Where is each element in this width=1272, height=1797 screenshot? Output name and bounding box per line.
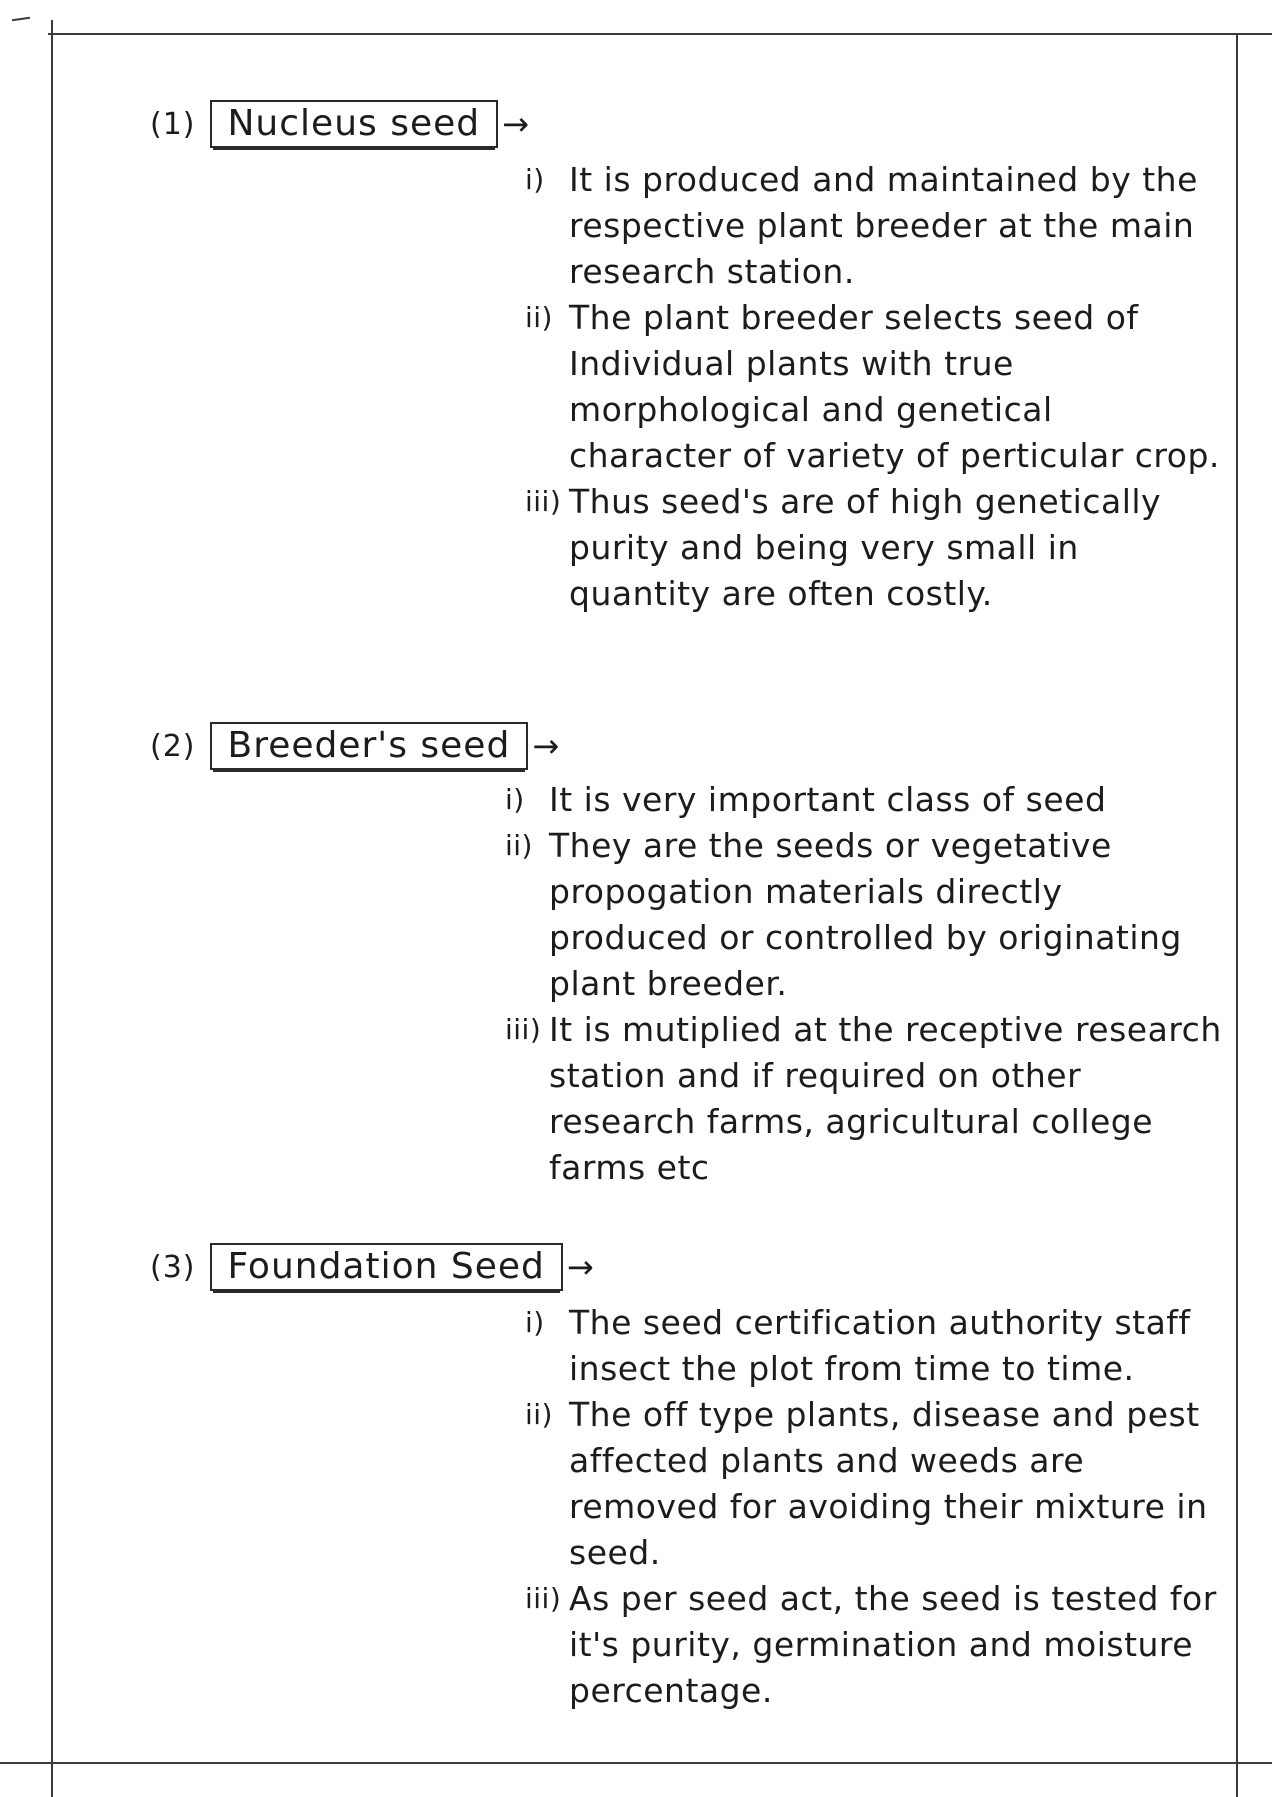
section-points-foundation-seed — [525, 1300, 1225, 1714]
item-marker: i) — [525, 163, 545, 196]
list-item — [525, 1300, 1225, 1392]
list-item — [505, 1007, 1225, 1191]
section-heading-breeders-seed — [150, 722, 560, 770]
right-margin-line — [1236, 33, 1238, 1797]
section-title: Foundation Seed — [210, 1243, 563, 1291]
list-item — [505, 777, 1225, 823]
bottom-margin-line — [0, 1762, 1272, 1764]
list-item — [525, 157, 1225, 295]
list-item — [525, 1576, 1225, 1714]
item-text: The off type plants, disease and pest affected plants and weeds are removed for avoiding their mixture in seed. — [569, 1395, 1208, 1572]
item-text: It is very important class of seed — [549, 780, 1107, 819]
item-text: It is mutiplied at the receptive research station and if required on other research farms, agricultural college farms etc — [549, 1010, 1222, 1187]
section-number: (2) — [150, 728, 196, 764]
arrow-icon: → — [566, 1248, 595, 1286]
section-points-nucleus-seed — [525, 157, 1225, 617]
section-number: (3) — [150, 1249, 196, 1285]
item-text: The seed certification authority staff insect the plot from time to time. — [569, 1303, 1191, 1388]
item-marker: ii) — [505, 829, 533, 862]
top-margin-line — [48, 33, 1272, 35]
list-item — [525, 295, 1225, 479]
item-text: Thus seed's are of high genetically purity and being very small in quantity are often costly. — [569, 482, 1162, 613]
item-text: They are the seeds or vegetative propogation materials directly produced or controlled by originating plant breeder. — [549, 826, 1182, 1003]
arrow-icon: → — [502, 105, 530, 143]
section-title: Breeder's seed — [210, 722, 529, 770]
item-marker: i) — [505, 783, 525, 816]
left-margin-line — [51, 20, 53, 1797]
item-marker: iii) — [525, 485, 562, 518]
item-text: It is produced and maintained by the respective plant breeder at the main research station. — [569, 160, 1198, 291]
item-marker: ii) — [525, 1398, 553, 1431]
corner-mark — [12, 17, 30, 21]
section-number: (1) — [150, 106, 196, 142]
section-heading-foundation-seed — [150, 1243, 595, 1291]
list-item — [525, 1392, 1225, 1576]
item-text: As per seed act, the seed is tested for it's purity, germination and moisture percentage. — [569, 1579, 1217, 1710]
list-item — [525, 479, 1225, 617]
item-marker: iii) — [505, 1013, 542, 1046]
section-heading-nucleus-seed — [150, 100, 530, 148]
arrow-icon: → — [532, 727, 561, 765]
item-text: The plant breeder selects seed of Individual plants with true morphological and genetical character of variety of perticular crop. — [569, 298, 1220, 475]
list-item — [505, 823, 1225, 1007]
section-points-breeders-seed — [505, 777, 1225, 1191]
section-title: Nucleus seed — [210, 100, 499, 148]
item-marker: iii) — [525, 1582, 562, 1615]
item-marker: i) — [525, 1306, 545, 1339]
item-marker: ii) — [525, 301, 553, 334]
